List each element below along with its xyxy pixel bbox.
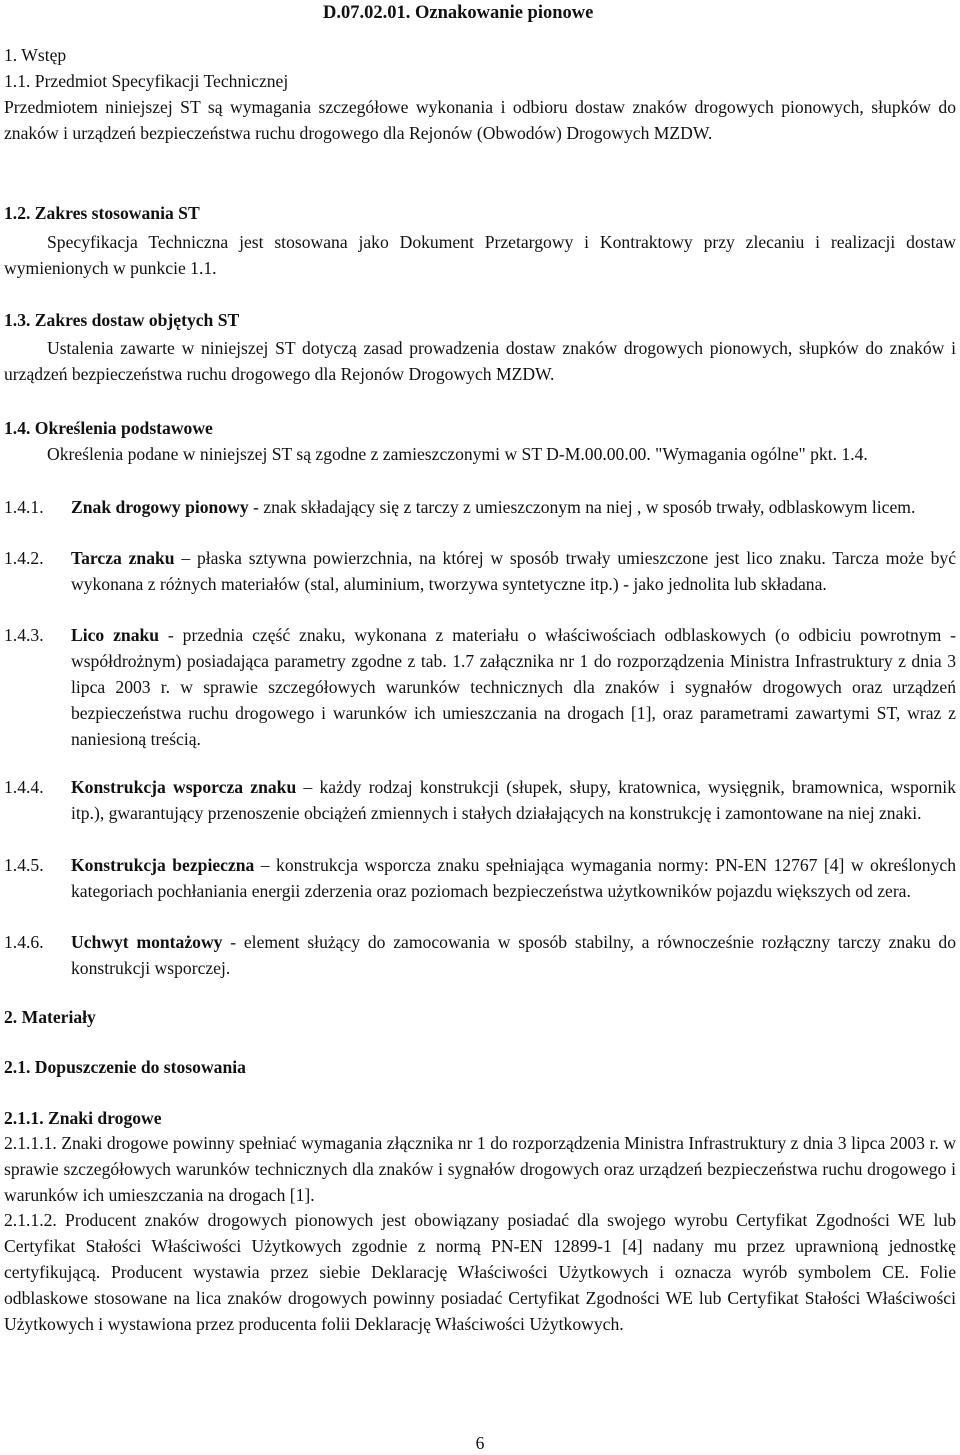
section-1-4-paragraph: Określenia podane w niniejszej ST są zgodne z zamieszczonymi w ST D-M.00.00.00. "Wymagania ogólne" pkt. 1.4. xyxy=(47,444,868,464)
definition-text: – każdy rodzaj konstrukcji (słupek, słupy, kratownica, wysięgnik, bramownica, wspornik itp.), gwarantujący przenoszenie obciążeń zmiennych i stałych działających na konstrukcję i zamontowane na niej znaki. xyxy=(71,777,956,824)
definition-term: Tarcza znaku xyxy=(71,548,175,568)
definition-number: 1.4.1. xyxy=(4,497,44,517)
definition-term: Konstrukcja wsporcza znaku xyxy=(71,777,297,797)
section-2-1-1-2-paragraph: 2.1.1.2. Producent znaków drogowych pionowych jest obowiązany posiadać dla swojego wyrobu Certyfikat Zgodności WE lub Certyfikat Stałości Właściwości Użytkowych zgodnie z normą PN-EN 12899-1 [4] nadany mu przez uprawnioną jednostkę certyfikującą. Producent wystawia przez siebie Deklarację Właściwości Użytkowych i oznacza wyrób symbolem CE. Folie odblaskowe stosowane na lica znaków drogowych powinny posiadać Certyfikat Zgodności WE lub Certyfikat Stałości Właściwości Użytkowych i wystawiona przez producenta folii Deklarację Właściwości Użytkowych. xyxy=(4,1210,956,1335)
section-1-4-heading: 1.4. Określenia podstawowe xyxy=(4,418,213,438)
document-title: D.07.02.01. Oznakowanie pionowe xyxy=(323,3,594,23)
definition-number: 1.4.3. xyxy=(4,625,44,645)
section-1-1-paragraph: Przedmiotem niniejszej ST są wymagania szczegółowe wykonania i odbioru dostaw znaków drogowych pionowych, słupków do znaków i urządzeń bezpieczeństwa ruchu drogowego dla Rejonów (Obwodów) Drogowych MZDW. xyxy=(4,97,956,144)
section-2-1-heading: 2.1. Dopuszczenie do stosowania xyxy=(4,1057,246,1077)
definition-item xyxy=(71,622,956,752)
definition-number: 1.4.6. xyxy=(4,932,44,952)
definition-number: 1.4.4. xyxy=(4,777,44,797)
page-number: 6 xyxy=(475,1433,485,1453)
definition-item xyxy=(71,774,956,826)
definition-number: 1.4.5. xyxy=(4,855,44,875)
section-2-1-1-1-paragraph: 2.1.1.1. Znaki drogowe powinny spełniać wymagania złącznika nr 1 do rozporządzenia Ministra Infrastruktury z dnia 3 lipca 2003 r. w sprawie szczegółowych warunków technicznych dla znaków i sygnałów drogowych oraz urządzeń bezpieczeństwa ruchu drogowego i warunków ich umieszczania na drogach [1]. xyxy=(4,1133,956,1206)
section-1-3-heading: 1.3. Zakres dostaw objętych ST xyxy=(4,310,240,330)
definition-text: – konstrukcja wsporcza znaku spełniająca wymagania normy: PN-EN 12767 [4] w określonych kategoriach pochłaniania energii zderzenia oraz poziomach bezpieczeństwa użytkowników pojazdu większych od zera. xyxy=(71,855,956,902)
definition-term: Lico znaku xyxy=(71,625,160,645)
definition-number: 1.4.2. xyxy=(4,548,44,568)
definition-term: Konstrukcja bezpieczna xyxy=(71,855,255,875)
definition-text: - przednia część znaku, wykonana z materiału o właściwościach odblaskowych (o odbiciu powrotnym - współdrożnym) posiadająca parametry zgodne z tab. 1.7 załącznika nr 1 do rozporządzenia Ministra Infrastruktury z dnia 3 lipca 2003 r. w sprawie szczegółowych warunków technicznych dla znaków i sygnałów drogowych oraz urządzeń bezpieczeństwa ruchu drogowego i warunków ich umieszczania na drogach [1], oraz parametrami zawartymi ST, wraz z naniesioną treścią. xyxy=(71,625,956,750)
definition-term: Znak drogowy pionowy xyxy=(71,497,249,517)
definition-term: Uchwyt montażowy xyxy=(71,932,223,952)
definition-text: – płaska sztywna powierzchnia, na której w sposób trwały umieszczone jest lico znaku. Tarcza może być wykonana z różnych materiałów (stal, aluminium, tworzywa syntetyczne itp.) - jako jednolita lub składana. xyxy=(71,548,957,595)
section-1-2-paragraph: Specyfikacja Techniczna jest stosowana jako Dokument Przetargowy i Kontraktowy przy zlecaniu i realizacji dostaw wymienionych w punkcie 1.1. xyxy=(4,232,956,279)
definition-item xyxy=(71,494,956,520)
definition-text: - element służący do zamocowania w sposób stabilny, a równocześnie rozłączny tarczy znaku do konstrukcji wsporczej. xyxy=(71,932,957,979)
definition-text: - znak składający się z tarczy z umieszczonym na niej , w sposób trwały, odblaskowym licem. xyxy=(248,497,916,517)
section-1-1-heading: 1.1. Przedmiot Specyfikacji Technicznej xyxy=(4,71,289,91)
section-2-heading: 2. Materiały xyxy=(4,1007,96,1027)
definition-item xyxy=(71,852,956,904)
section-1-heading: 1. Wstęp xyxy=(4,45,67,65)
section-2-1-1-heading: 2.1.1. Znaki drogowe xyxy=(4,1108,162,1128)
section-1-2-heading: 1.2. Zakres stosowania ST xyxy=(4,203,200,223)
section-1-3-paragraph: Ustalenia zawarte w niniejszej ST dotyczą zasad prowadzenia dostaw znaków drogowych pionowych, słupków do znaków i urządzeń bezpieczeństwa ruchu drogowego dla Rejonów Drogowych MZDW. xyxy=(4,338,956,385)
definition-item xyxy=(71,929,956,981)
definition-item xyxy=(71,545,956,597)
